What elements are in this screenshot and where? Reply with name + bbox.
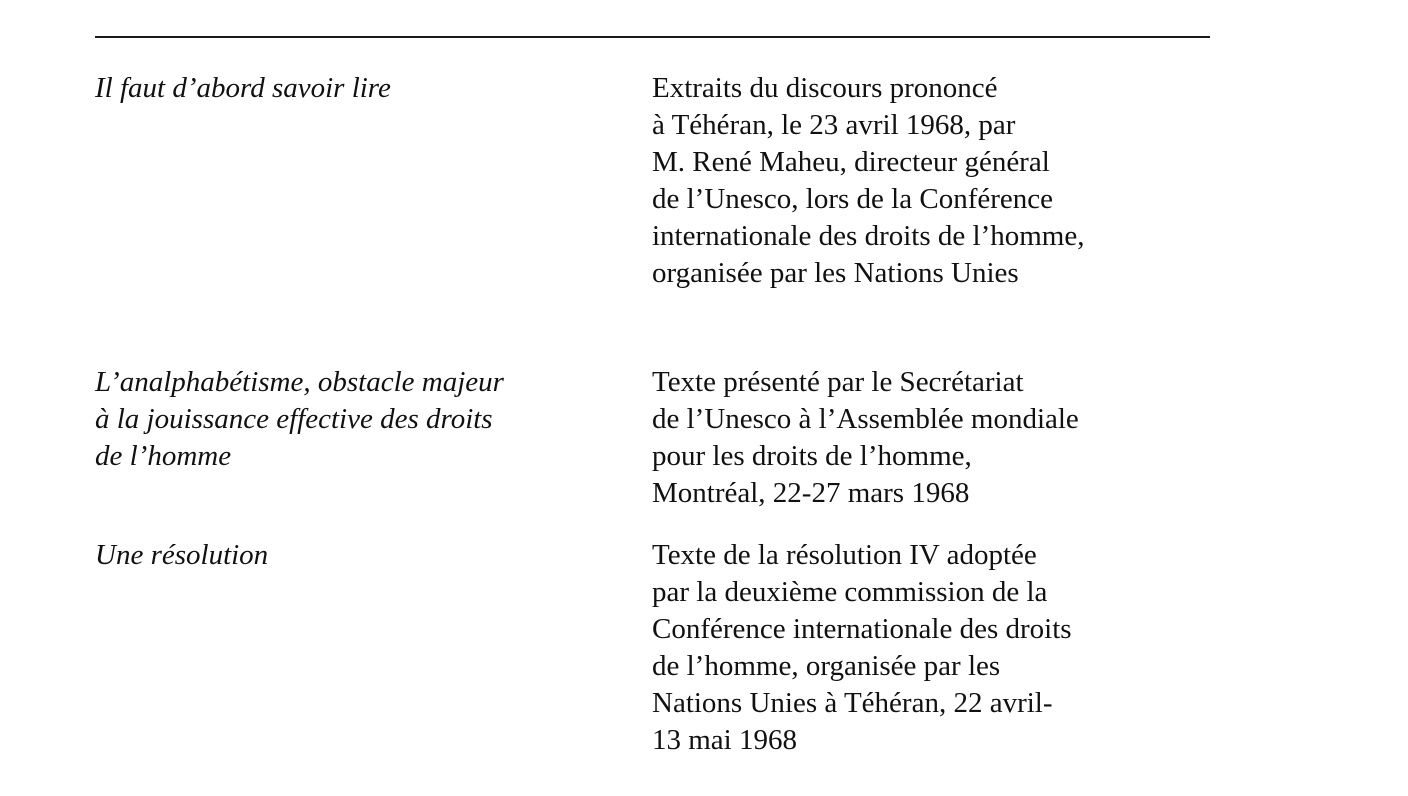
entry-source [652, 70, 1392, 292]
source-line: à Téhéran, le 23 avril 1968, par [652, 109, 1016, 141]
top-rule [95, 36, 1210, 38]
source-line: internationale des droits de l’homme, [652, 220, 1085, 252]
source-line: de l’Unesco, lors de la Conférence [652, 183, 1054, 215]
source-line: Texte présenté par le Secrétariat [652, 366, 1024, 398]
source-line: Conférence internationale des droits [652, 613, 1072, 645]
source-line: Texte de la résolution IV adoptée [652, 539, 1037, 571]
source-line: Nations Unies à Téhéran, 22 avril- [652, 687, 1053, 719]
source-line: de l’Unesco à l’Assemblée mondiale [652, 403, 1079, 435]
source-line: M. René Maheu, directeur général [652, 146, 1050, 178]
source-line: Extraits du discours prononcé [652, 72, 998, 104]
title-line: Une résolution [95, 539, 269, 571]
source-line: organisée par les Nations Unies [652, 257, 1019, 289]
source-line: pour les droits de l’homme, [652, 440, 972, 472]
source-line: Montréal, 22-27 mars 1968 [652, 477, 970, 509]
source-line: de l’homme, organisée par les [652, 650, 1001, 682]
source-line: par la deuxième commission de la [652, 576, 1048, 608]
title-line: à la jouissance effective des droits [95, 403, 493, 435]
title-line: de l’homme [95, 440, 232, 472]
title-line: L’analphabétisme, obstacle majeur [95, 366, 504, 398]
title-line: Il faut d’abord savoir lire [95, 72, 391, 104]
entry-title [95, 70, 635, 107]
source-line: 13 mai 1968 [652, 724, 797, 756]
entry-source [652, 364, 1392, 512]
entry-source [652, 537, 1392, 759]
entry-title [95, 364, 635, 475]
entry-title [95, 537, 635, 574]
